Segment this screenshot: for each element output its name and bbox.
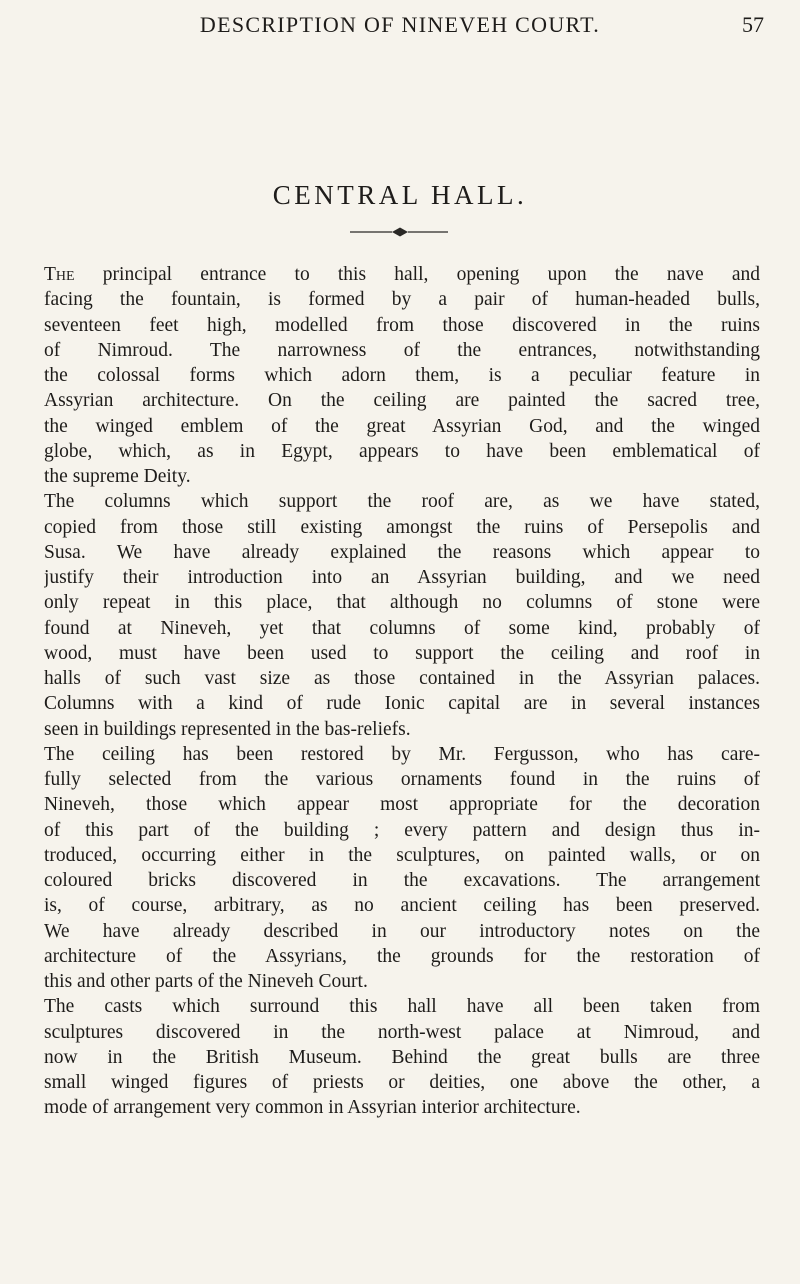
text-line: Nineveh, those which appear most appropriate for the decoration	[44, 794, 760, 816]
text-line: small winged figures of priests or deities, one above the other, a	[44, 1072, 760, 1093]
text-line: troduced, occurring either in the sculptures, on painted walls, or on	[44, 844, 760, 866]
text-line: now in the British Museum. Behind the great bulls are three	[44, 1046, 760, 1068]
text-line: The principal entrance to this hall, opening upon the nave and	[44, 264, 760, 285]
text-line: the colossal forms which adorn them, is a peculiar feature in	[44, 365, 760, 386]
text-line: copied from those still existing amongst the ruins of Persepolis and	[44, 516, 760, 538]
text-line: only repeat in this place, that although no columns of stone were	[44, 592, 760, 614]
body-text	[44, 262, 760, 1121]
text-line: justify their introduction into an Assyrian building, and we need	[44, 567, 760, 588]
text-line: seventeen feet high, modelled from those discovered in the ruins	[44, 314, 760, 336]
text-line: coloured bricks discovered in the excavations. The arrangement	[44, 870, 760, 891]
text-line: architecture of the Assyrians, the grounds for the restoration of	[44, 945, 760, 967]
page-number: 57	[742, 12, 764, 37]
text-line: of Nimroud. The narrowness of the entrances, notwithstanding	[44, 339, 760, 361]
running-title: DESCRIPTION OF NINEVEH COURT.	[199, 12, 601, 37]
text-line: The columns which support the roof are, as we have stated,	[44, 491, 760, 513]
text-line: halls of such vast size as those contained in the Assyrian palaces.	[44, 668, 760, 689]
lead-word: The	[44, 264, 75, 285]
ornament-divider	[340, 226, 460, 238]
running-head	[0, 12, 800, 46]
text-line: Columns with a kind of rude Ionic capital are in several instances	[44, 693, 760, 715]
text-line: fully selected from the various ornaments found in the ruins of	[44, 769, 760, 790]
text-line: the winged emblem of the great Assyrian God, and the winged	[44, 415, 760, 437]
text-line: is, of course, arbitrary, as no ancient ceiling has been preserved.	[44, 895, 760, 917]
text-line: facing the fountain, is formed by a pair of human-headed bulls,	[44, 289, 760, 311]
text-line: the supreme Deity.	[44, 466, 191, 487]
text-line: wood, must have been used to support the ceiling and roof in	[44, 642, 760, 664]
text-line: this and other parts of the Nineveh Court.	[44, 971, 368, 992]
text-line: globe, which, as in Egypt, appears to have been emblematical of	[44, 440, 760, 462]
text-line: The ceiling has been restored by Mr. Fergusson, who has care-	[44, 743, 760, 765]
text-line: Susa. We have already explained the reasons which appear to	[44, 541, 760, 563]
text-line: mode of arrangement very common in Assyrian interior architecture.	[44, 1097, 581, 1119]
text-line: The casts which surround this hall have all been taken from	[44, 996, 760, 1018]
text-line: We have already described in our introductory notes on the	[44, 920, 760, 942]
text-line: Assyrian architecture. On the ceiling are painted the sacred tree,	[44, 390, 760, 412]
text-line: of this part of the building ; every pattern and design thus in-	[44, 819, 760, 841]
section-title: CENTRAL HALL.	[272, 180, 528, 210]
text-line: sculptures discovered in the north-west palace at Nimroud, and	[44, 1021, 760, 1043]
text-line: found at Nineveh, yet that columns of some kind, probably of	[44, 617, 760, 639]
text-line: seen in buildings represented in the bas-reliefs.	[44, 718, 411, 740]
